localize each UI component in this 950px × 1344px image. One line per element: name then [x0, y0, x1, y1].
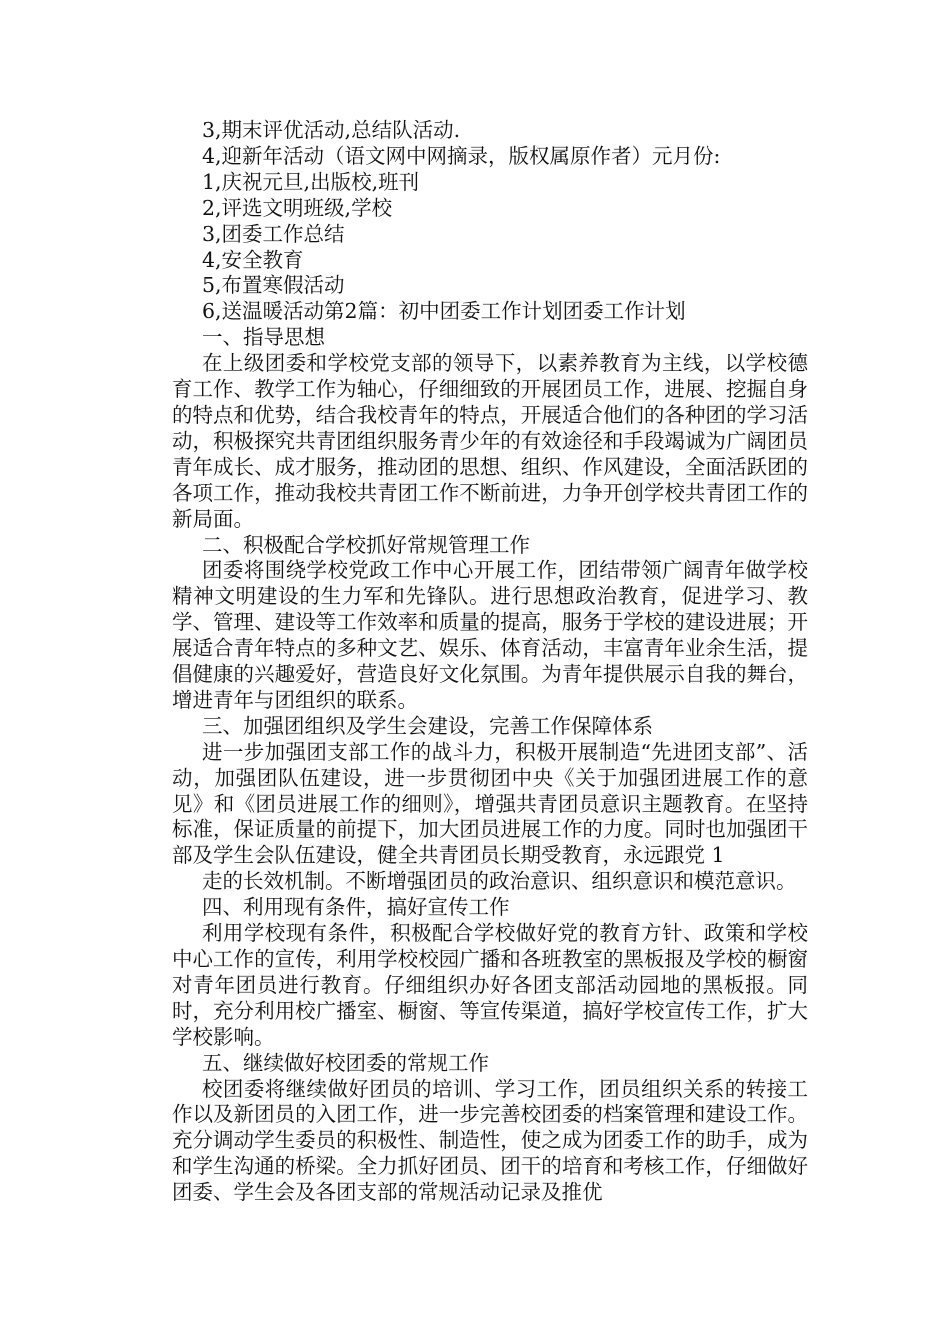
list-item: 1,庆祝元旦,出版校,班刊: [202, 169, 420, 194]
paragraph: 利用学校现有条件，积极配合学校做好党的教育方针、政策和学校中心工作的宣传，利用学校校园广播和各班教室的黑板报及学校的橱窗对青年团员进行教育。仔细组织办好各团支部活动园地的黑板报。同时，充分利用校广播室、橱窗、等宣传渠道，搞好学校宣传工作，扩大学校影响。: [172, 921, 808, 1049]
list-item: 4,安全教育: [202, 247, 304, 272]
document-body: [172, 118, 808, 1206]
list-item: 3,团委工作总结: [202, 221, 345, 246]
list-item: 5,布置寒假活动: [202, 273, 345, 298]
section-heading: 二、积极配合学校抓好常规管理工作: [202, 532, 530, 557]
paragraph: 团委将围绕学校党政工作中心开展工作，团结带领广阔青年做学校精神文明建设的生力军和先锋队。进行思想政治教育，促进学习、教学、管理、建设等工作效率和质量的提高，服务于学校的建设进展；开展适合青年特点的多种文艺、娱乐、体育活动，丰富青年业余生活，提倡健康的兴趣爱好，营造良好文化氛围。为青年提供展示自我的舞台，增进青年与团组织的联系。: [172, 558, 808, 712]
list-item: 6,送温暖活动第2篇：初中团委工作计划团委工作计划: [202, 299, 686, 324]
list-item: 3,期末评优活动,总结队活动.: [202, 118, 461, 142]
paragraph: 走的长效机制。不断增强团员的政治意识、组织意识和模范意识。: [202, 869, 797, 894]
paragraph: 在上级团委和学校党支部的领导下，以素养教育为主线，以学校德育工作、教学工作为轴心，仔细细致的开展团员工作，进展、挖掘自身的特点和优势，结合我校青年的特点，开展适合他们的各种团的学习活动，积极探究共青团组织服务青少年的有效途径和手段竭诚为广阔团员青年成长、成才服务，推动团的思想、组织、作风建设，全面活跃团的各项工作，推动我校共青团工作不断前进，力争开创学校共青团工作的新局面。: [172, 351, 808, 531]
section-heading: 三、加强团组织及学生会建设，完善工作保障体系: [202, 713, 653, 738]
paragraph: 进一步加强团支部工作的战斗力，积极开展制造“先进团支部”、活动，加强团队伍建设，进一步贯彻团中央《关于加强团进展工作的意见》和《团员进展工作的细则》，增强共青团员意识主题教育。在坚持标准，保证质量的前提下，加大团员进展工作的力度。同时也加强团干部及学生会队伍建设，健全共青团员长期受教育，永远跟党 1: [172, 739, 808, 868]
paragraph: 校团委将继续做好团员的培训、学习工作，团员组织关系的转接工作以及新团员的入团工作，进一步完善校团委的档案管理和建设工作。充分调动学生委员的积极性、制造性，使之成为团委工作的助手，成为和学生沟通的桥梁。全力抓好团员、团干的培育和考核工作，仔细做好团委、学生会及各团支部的常规活动记录及推优: [172, 1076, 808, 1205]
section-heading: 一、指导思想: [202, 325, 325, 350]
section-heading: 五、继续做好校团委的常规工作: [202, 1050, 489, 1075]
list-item: 4,迎新年活动（语文网中网摘录，版权属原作者）元月份:: [202, 143, 721, 168]
list-item: 2,评选文明班级,学校: [202, 195, 393, 220]
section-heading: 四、利用现有条件，搞好宣传工作: [202, 895, 510, 920]
